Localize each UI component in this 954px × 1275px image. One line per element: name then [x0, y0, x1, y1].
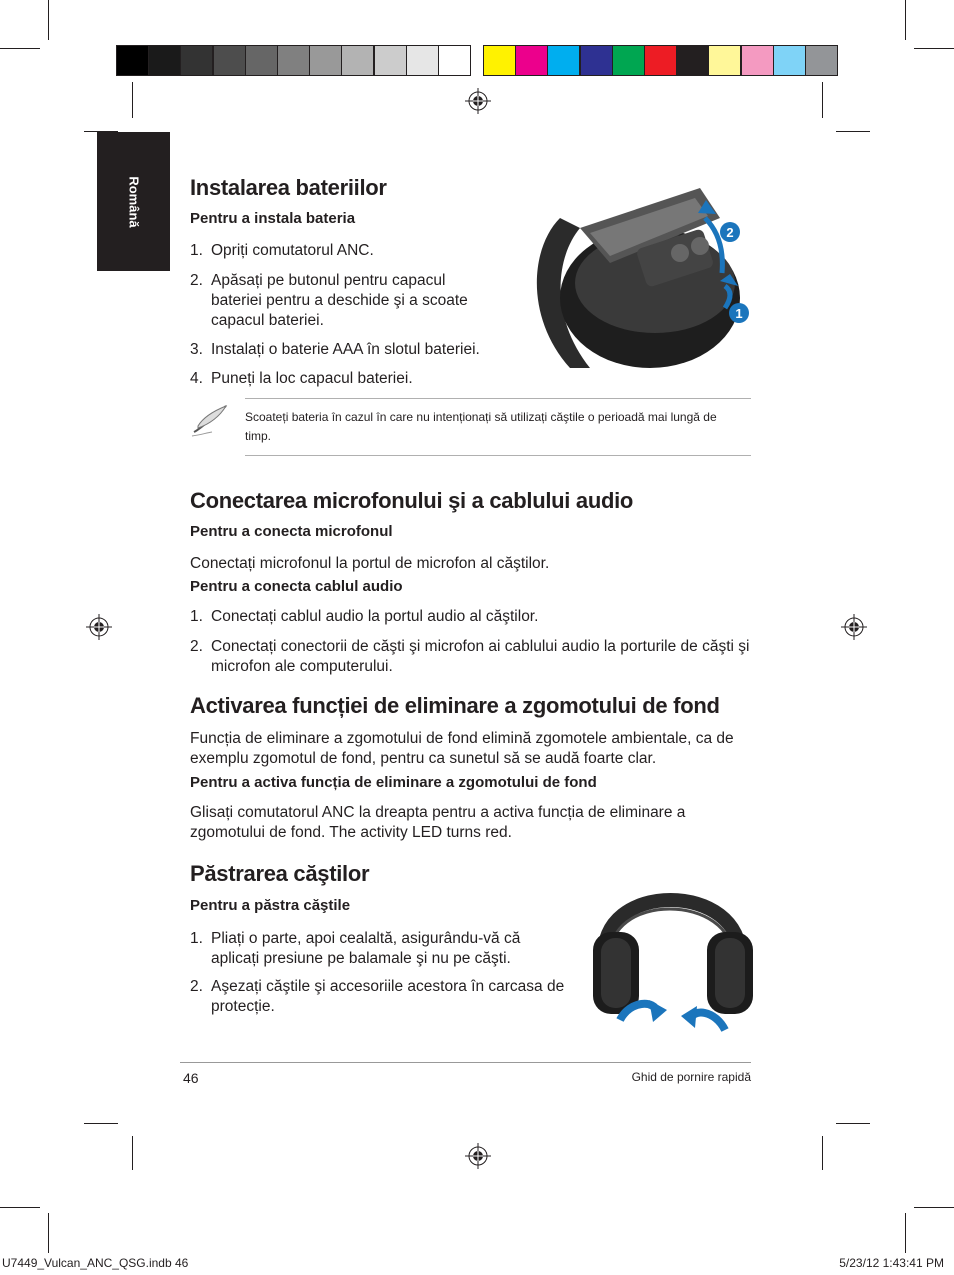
- anc-subheading: Pentru a activa funcția de eliminare a zgomotului de fond: [190, 774, 597, 791]
- anc-instruction: Glisați comutatorul ANC la dreapta pentru a activa funcția de eliminare a zgomotului de fond. The activity LED turns red.: [190, 804, 686, 841]
- crop-mark: [905, 1213, 906, 1253]
- battery-step: [190, 271, 490, 331]
- anc-text: Funcția de eliminare a zgomotului de fond elimină zgomotele ambientale, ca de exemplu zgomotul de fond, pentru ca sunetul să se audă foarte clar.: [190, 730, 734, 767]
- crop-mark: [132, 82, 133, 118]
- battery-step: [190, 241, 510, 261]
- crop-mark: [48, 0, 49, 40]
- note-pen-icon: [190, 402, 230, 438]
- crop-mark: [48, 1213, 49, 1253]
- callout-2: 2: [726, 225, 734, 240]
- crop-mark: [905, 0, 906, 40]
- color-swatch: [773, 45, 806, 76]
- date-slug: 5/23/12 1:43:41 PM: [839, 1256, 944, 1270]
- storage-step: [190, 929, 570, 969]
- color-swatch: [406, 45, 439, 76]
- color-swatch: [708, 45, 741, 76]
- language-tab: [97, 132, 170, 271]
- step-text: Conectați cablul audio la portul audio al căştilor.: [211, 608, 539, 625]
- audio-step: [190, 637, 750, 677]
- note-text: Scoateți bateria în cazul în care nu intenționați să utilizați căştile o perioadă mai lungă de timp.: [245, 410, 717, 443]
- color-swatch: [644, 45, 677, 76]
- step-text: Puneți la loc capacul bateriei.: [211, 370, 413, 387]
- color-swatch: [676, 45, 709, 76]
- crop-mark: [836, 1123, 870, 1124]
- color-swatch: [612, 45, 645, 76]
- language-tab-label: Română: [126, 175, 141, 228]
- file-slug: U7449_Vulcan_ANC_QSG.indb 46: [2, 1256, 189, 1270]
- step-text: Pliați o parte, apoi cealaltă, asigurându-vă că aplicați presiune pe balamale şi nu pe căşti.: [211, 930, 521, 967]
- step-number: 3.: [190, 341, 203, 358]
- crop-mark: [0, 1207, 40, 1208]
- storage-heading: Păstrarea căştilor: [190, 861, 370, 886]
- crop-mark: [914, 1207, 954, 1208]
- crop-mark: [836, 131, 870, 132]
- step-number: 1.: [190, 242, 203, 259]
- color-swatch: [741, 45, 774, 76]
- mic-subheading: Pentru a conecta microfonul: [190, 523, 393, 540]
- crop-mark: [914, 48, 954, 49]
- note-bottom-divider: [245, 455, 751, 456]
- mic-text: Conectați microfonul la portul de microfon al căştilor.: [190, 555, 550, 572]
- color-swatch: [277, 45, 310, 76]
- mic-heading: Conectarea microfonului şi a cablului audio: [190, 488, 634, 513]
- color-swatch: [245, 45, 278, 76]
- color-swatch: [547, 45, 580, 76]
- step-text: Apăsați pe butonul pentru capacul bateriei pentru a deschide şi a scoate capacul bateriei.: [211, 272, 468, 329]
- step-number: 2.: [190, 978, 203, 995]
- note-top-divider: [245, 398, 751, 399]
- color-swatch: [515, 45, 548, 76]
- color-swatch: [805, 45, 838, 76]
- registration-mark-icon: [465, 88, 491, 114]
- audio-subheading: Pentru a conecta cablul audio: [190, 578, 403, 595]
- step-number: 2.: [190, 638, 203, 655]
- storage-step: [190, 977, 570, 1017]
- step-text: Instalați o baterie AAA în slotul bateriei.: [211, 341, 480, 358]
- callout-1: 1: [735, 306, 743, 321]
- color-swatch: [180, 45, 213, 76]
- color-swatch: [341, 45, 374, 76]
- color-swatch: [148, 45, 181, 76]
- color-swatch: [580, 45, 613, 76]
- step-number: 4.: [190, 370, 203, 387]
- crop-mark: [822, 82, 823, 118]
- battery-heading: Instalarea bateriilor: [190, 175, 387, 200]
- step-text: Opriți comutatorul ANC.: [211, 242, 374, 259]
- anc-heading: Activarea funcției de eliminare a zgomotului de fond: [190, 693, 720, 718]
- color-swatch: [374, 45, 407, 76]
- storage-subheading: Pentru a păstra căştile: [190, 897, 351, 914]
- crop-mark: [84, 1123, 118, 1124]
- color-swatch: [438, 45, 471, 76]
- crop-mark: [0, 48, 40, 49]
- step-text: Aşezați căştile şi accesoriile acestora în carcasa de protecție.: [211, 978, 565, 1015]
- registration-mark-icon: [465, 1143, 491, 1169]
- crop-mark: [822, 1136, 823, 1170]
- step-text: Conectați conectorii de căşti şi microfon ai cablului audio la porturile de căşti şi microfon ale computerului.: [211, 638, 750, 675]
- battery-step: [190, 369, 510, 389]
- guide-title: Ghid de pornire rapidă: [631, 1070, 751, 1084]
- battery-compartment-illustration: [520, 178, 755, 378]
- battery-step: [190, 340, 520, 360]
- headphones-folding-illustration: [585, 860, 760, 1040]
- crop-mark: [132, 1136, 133, 1170]
- color-swatch: [483, 45, 516, 76]
- page-number: 46: [183, 1070, 199, 1086]
- battery-subheading: Pentru a instala bateria: [190, 210, 356, 227]
- color-swatch: [309, 45, 342, 76]
- step-number: 2.: [190, 272, 203, 289]
- color-swatch: [116, 45, 149, 76]
- registration-mark-icon: [841, 614, 867, 640]
- registration-mark-icon: [86, 614, 112, 640]
- audio-step: [190, 607, 750, 627]
- footer-divider: [180, 1062, 751, 1063]
- color-swatch: [213, 45, 246, 76]
- step-number: 1.: [190, 930, 203, 947]
- step-number: 1.: [190, 608, 203, 625]
